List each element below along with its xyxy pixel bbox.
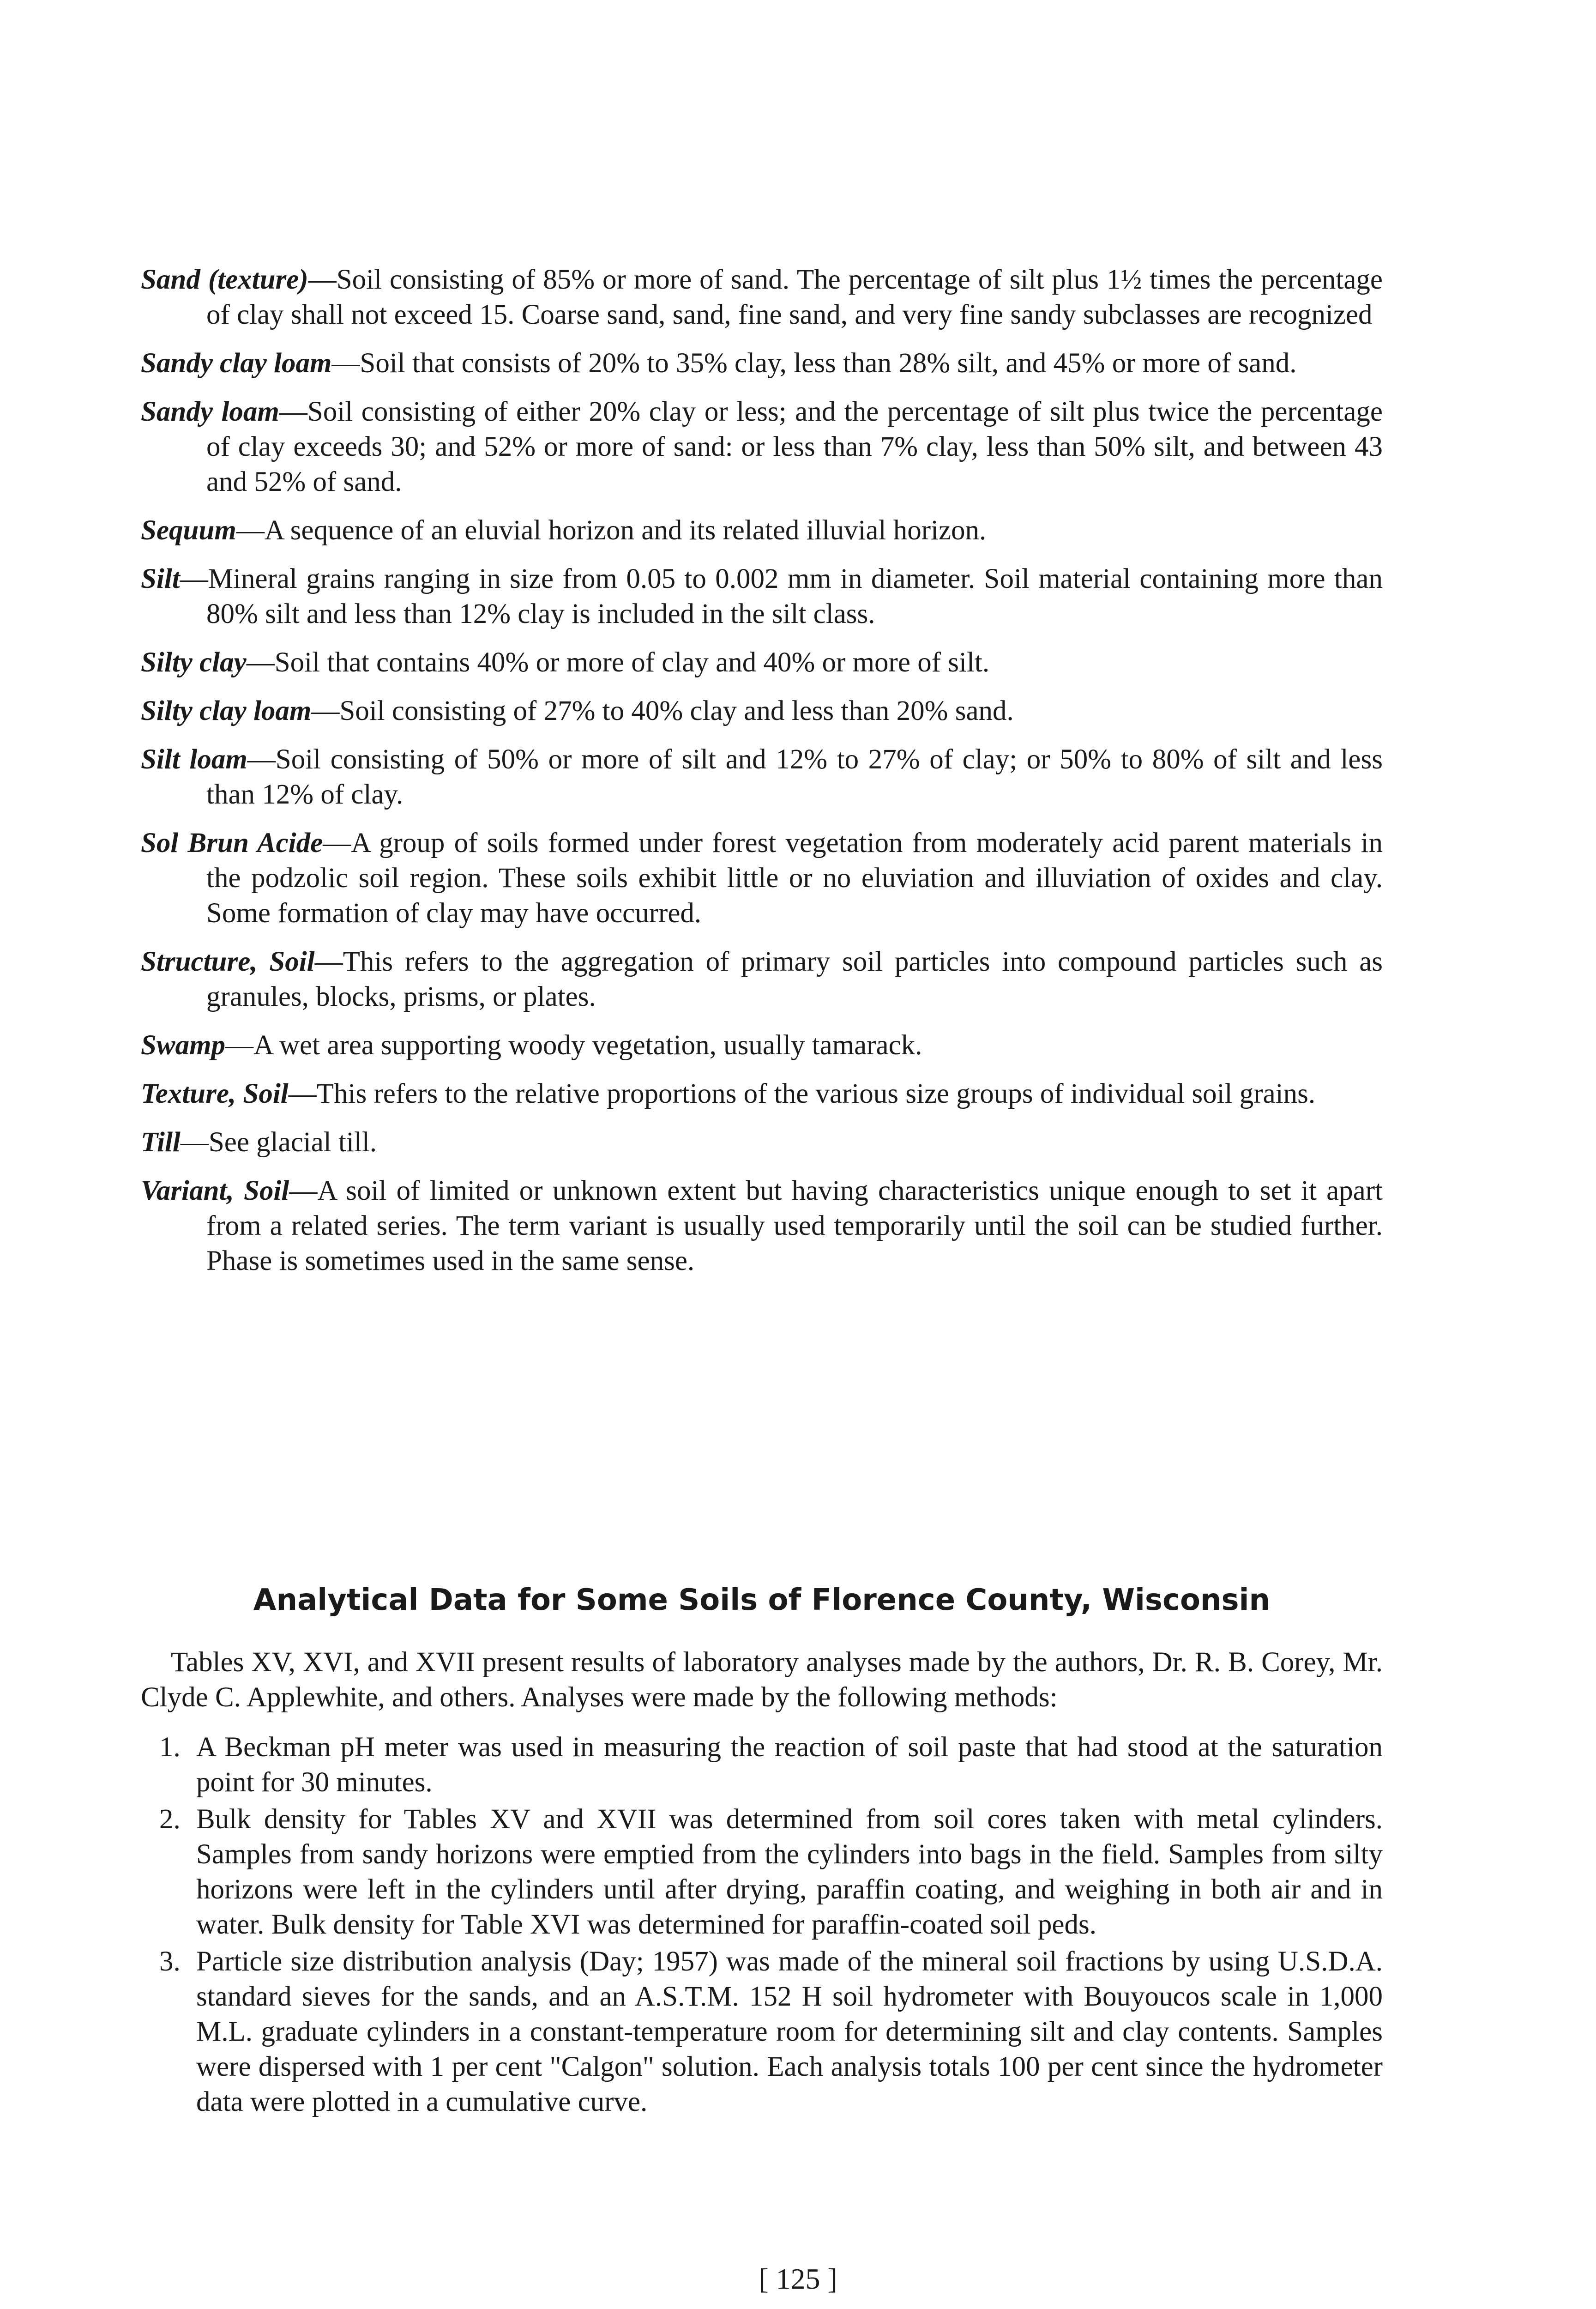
method-number: 3.	[159, 1946, 181, 1977]
glossary-entry	[141, 262, 1383, 332]
glossary-definition: —Soil that contains 40% or more of clay and 40% or more of silt.	[246, 647, 990, 678]
glossary-definition: —This refers to the relative proportions of the various size groups of individual soil grains.	[288, 1078, 1316, 1109]
glossary-term: Sol Brun Acide	[141, 828, 323, 858]
glossary-definition: —A wet area supporting woody vegetation, usually tamarack.	[225, 1030, 922, 1061]
glossary-entry	[141, 645, 1383, 680]
method-text: Bulk density for Tables XV and XVII was determined from soil cores taken with metal cylinders. Samples from sandy horizons were emptied from the cylinders into bags in the field. Samples from silty horizons were left in the cylinders until after drying, paraffin coating, and weighing in both air and in water. Bulk density for Table XVI was determined for paraffin-coated soil peds.	[196, 1804, 1383, 1940]
method-number: 2.	[159, 1804, 181, 1835]
glossary-term: Sandy clay loam	[141, 348, 332, 379]
glossary-entry	[141, 694, 1383, 729]
glossary-entry	[141, 826, 1383, 931]
glossary-definition: —A group of soils formed under forest vegetation from moderately acid parent materials in the podzolic soil region. These soils exhibit little or no eluviation and illuviation of oxides and clay. Some formation of clay may have occurred.	[206, 828, 1383, 929]
glossary-entry	[141, 1125, 1383, 1160]
method-text: Particle size distribution analysis (Day; 1957) was made of the mineral soil fractions by using U.S.D.A. standard sieves for the sands, and an A.S.T.M. 152 H soil hydrometer with Bouyoucos scale in 1,000 M.L. graduate cylinders in a constant-temperature room for determining silt and clay contents. Samples were dispersed with 1 per cent "Calgon" solution. Each analysis totals 100 per cent since the hydrometer data were plotted in a cumulative curve.	[196, 1946, 1383, 2117]
glossary-entry	[141, 742, 1383, 812]
glossary-definition: —A sequence of an eluvial horizon and its related illuvial horizon.	[236, 515, 987, 546]
section-intro: Tables XV, XVI, and XVII present results of laboratory analyses made by the authors, Dr. R. B. Corey, Mr. Clyde C. Applewhite, and others. Analyses were made by the following methods:	[141, 1647, 1383, 1713]
method-text: A Beckman pH meter was used in measuring the reaction of soil paste that had stood at the saturation point for 30 minutes.	[196, 1732, 1383, 1798]
glossary-definition: —Soil consisting of 50% or more of silt and 12% to 27% of clay; or 50% to 80% of silt and less than 12% of clay.	[206, 744, 1383, 810]
glossary-term: Texture, Soil	[141, 1078, 289, 1109]
glossary-definition: —Soil consisting of 85% or more of sand. The percentage of silt plus 1½ times the percentage of clay shall not exceed 15. Coarse sand, sand, fine sand, and very fine sandy subclasses are recognized	[206, 264, 1383, 330]
glossary-definition: —Soil consisting of either 20% clay or less; and the percentage of silt plus twice the percentage of clay exceeds 30; and 52% or more of sand: or less than 7% clay, less than 50% silt, and between 43 and 52% of sand.	[206, 396, 1383, 497]
glossary-entry	[141, 1173, 1383, 1279]
method-item	[141, 1802, 1383, 1942]
glossary-definition: —Soil that consists of 20% to 35% clay, less than 28% silt, and 45% or more of sand.	[331, 348, 1297, 379]
glossary-entry	[141, 346, 1383, 381]
glossary-entry	[141, 944, 1383, 1015]
method-item	[141, 1730, 1383, 1800]
glossary-entry	[141, 562, 1383, 632]
glossary-definition: —See glacial till.	[180, 1127, 377, 1158]
glossary-term: Silty clay loam	[141, 695, 312, 726]
glossary-term: Variant, Soil	[141, 1175, 289, 1206]
analytical-data-section	[141, 1579, 1383, 2122]
page-number: [ 125 ]	[759, 2262, 837, 2295]
method-number: 1.	[159, 1732, 181, 1763]
glossary-term: Silty clay	[141, 647, 247, 678]
glossary-term: Sand (texture)	[141, 264, 308, 295]
methods-list	[141, 1730, 1383, 2120]
glossary-list	[141, 262, 1383, 1292]
glossary-term: Sandy loam	[141, 396, 279, 427]
method-item	[141, 1944, 1383, 2120]
glossary-definition: —This refers to the aggregation of primary soil particles into compound particles such as granules, blocks, prisms, or plates.	[206, 946, 1383, 1012]
glossary-definition: —Mineral grains ranging in size from 0.05 to 0.002 mm in diameter. Soil material containing more than 80% silt and less than 12% clay is included in the silt class.	[180, 563, 1383, 629]
glossary-term: Silt loam	[141, 744, 247, 775]
glossary-definition: —Soil consisting of 27% to 40% clay and less than 20% sand.	[311, 695, 1014, 726]
glossary-term: Silt	[141, 563, 180, 594]
glossary-term: Till	[141, 1127, 181, 1158]
glossary-entry	[141, 1028, 1383, 1063]
glossary-entry	[141, 394, 1383, 500]
glossary-entry	[141, 513, 1383, 548]
glossary-term: Swamp	[141, 1030, 226, 1061]
section-heading: Analytical Data for Some Soils of Florence County, Wisconsin	[253, 1583, 1271, 1617]
glossary-term: Structure, Soil	[141, 946, 315, 977]
glossary-term: Sequum	[141, 515, 236, 546]
glossary-definition: —A soil of limited or unknown extent but having characteristics unique enough to set it apart from a related series. The term variant is usually used temporarily until the soil can be studied further. Phase is sometimes used in the same sense.	[206, 1175, 1383, 1276]
glossary-entry	[141, 1076, 1383, 1112]
